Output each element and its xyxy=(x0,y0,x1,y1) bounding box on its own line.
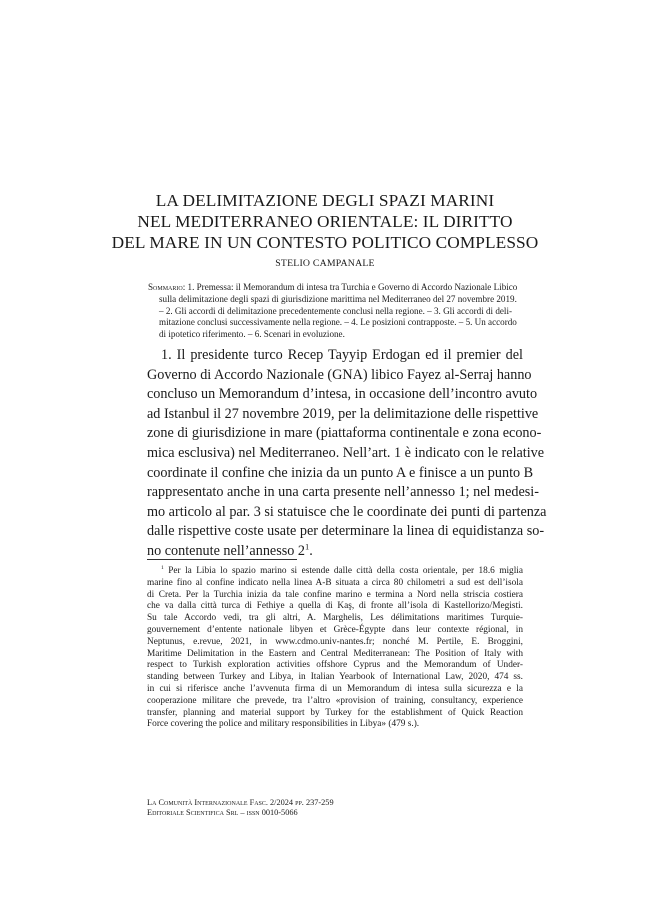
summary-line: : 1. Premessa: il Memorandum di intesa tra Turchia e Governo di Accordo Nazionale Libico xyxy=(182,282,518,292)
summary-line: di ipotetico riferimento. – 6. Scenari in evoluzione. xyxy=(159,329,345,340)
article-title xyxy=(100,190,550,253)
footnote-line: gouvernement d’entente nationale libyen et Grèce-Égypte dans leur contexte régional, in xyxy=(147,624,523,635)
footnote-line: standing between Turkey and Libya, in Italian Yearbook of International Law, 2020, 474 ss. xyxy=(147,672,523,683)
body-line: no contenute nell’annesso 2 xyxy=(147,542,305,559)
footnote-line: che va dalla città turca di Fethiye a quella di Kaş, di fronte all’isola di Kastellorizo/Megisti. xyxy=(147,601,523,612)
summary-label: Sommario xyxy=(148,282,183,292)
body-line: mo articolo al par. 3 si statuisce che le coordinate dei punti di partenza xyxy=(147,503,547,520)
footnote-line: Maritime Delimitation in the Eastern and Central Mediterranean: The Position of Italy with xyxy=(147,648,523,659)
body-line: concluso un Memorandum d’intesa, in occasione dell’incontro avuto xyxy=(147,386,538,403)
footer-publisher-line: Editoriale Scientifica Srl – issn 0010-5066 xyxy=(147,808,298,818)
article-summary xyxy=(148,282,520,341)
body-line: zone di giurisdizione in mare (piattaforma continentale e zona econo- xyxy=(147,425,542,442)
summary-line: sulla delimitazione degli spazi di giurisdizione marittima nel Mediterraneo del 27 novembre 2019. xyxy=(159,293,517,304)
footnote xyxy=(147,566,523,731)
body-line: mica esclusiva) nel Mediterraneo. Nell’art. 1 è indicato con le relative xyxy=(147,444,545,461)
footnote-line: Per la Libia lo spazio marino si estende dalle città della costa orientale, per 18.6 miglia xyxy=(163,566,523,576)
footnote-line: transfer, planning and material support by Turkey for the establishment of Quick Reaction xyxy=(147,707,523,718)
footnote-line: Neptunus, e.revue, 2021, in www.cdmo.univ-nantes.fr; nonché M. Pertile, E. Broggini, xyxy=(147,636,523,647)
footnote-line: cooperazione militare che prevede, tra l’altro «provision of training, consultancy, experience xyxy=(147,695,523,706)
footnote-line: respect to Turkish exploration activities offshore Cyprus and the Memorandum of Under- xyxy=(147,660,523,671)
body-final-punctuation: . xyxy=(309,542,313,559)
title-line: LA DELIMITAZIONE DEGLI SPAZI MARINI xyxy=(155,191,495,210)
summary-line: – 2. Gli accordi di delimitazione precedentemente conclusi nella regione. – 3. Gli accordi di deli- xyxy=(159,305,513,316)
footnote-line: Su tale Accordo vedi, tra gli altri, A. Marghelis, Les délimitations maritimes Turquie- xyxy=(147,613,523,624)
footnote-line: marine fino al confine indicato nella linea A-B situata a circa 80 chilometri a sud est dell’isola xyxy=(147,577,523,588)
body-line: ad Istanbul il 27 novembre 2019, per la delimitazione delle rispettive xyxy=(147,405,539,422)
body-paragraph xyxy=(147,346,547,562)
body-line: rappresentato anche in una carta presente nell’annesso 1; nel medesi- xyxy=(147,484,539,501)
footnote-line: in cui si riferisce anche l’avvenuta firma di un Memorandum di intesa sulla sicurezza e la xyxy=(147,683,523,694)
footnote-reference[interactable]: 1 xyxy=(305,541,310,552)
page-footer xyxy=(147,798,523,818)
footnote-number: 1 xyxy=(161,564,164,571)
footnote-line: Force covering the police and military responsibilities in Libya» (479 s.). xyxy=(147,719,420,730)
body-line: coordinate il confine che inizia da un punto A e finisce a un punto B xyxy=(147,464,534,481)
title-line: NEL MEDITERRANEO ORIENTALE: IL DIRITTO xyxy=(137,212,513,231)
summary-line: mitazione conclusi successivamente nella regione. – 4. Le posizioni contrapposte. – 5. Un accordo xyxy=(159,317,517,328)
footer-journal-line: La Comunità Internazionale Fasc. 2/2024 pp. 237-259 xyxy=(147,798,334,807)
footnote-line: di Creta. Per la Turchia inizia da tale confine marino e termina a Nord nella striscia costiera xyxy=(147,589,523,600)
title-line: DEL MARE IN UN CONTESTO POLITICO COMPLESSO xyxy=(111,233,539,252)
body-line: Governo di Accordo Nazionale (GNA) libico Fayez al-Serraj hanno xyxy=(147,366,532,383)
footnote-separator xyxy=(147,559,297,560)
body-line: dalle rispettive coste usate per determinare la linea di equidistanza so- xyxy=(147,523,545,540)
body-line: 1. Il presidente turco Recep Tayyip Erdogan ed il premier del xyxy=(161,347,523,363)
article-author: STELIO CAMPANALE xyxy=(275,258,375,269)
